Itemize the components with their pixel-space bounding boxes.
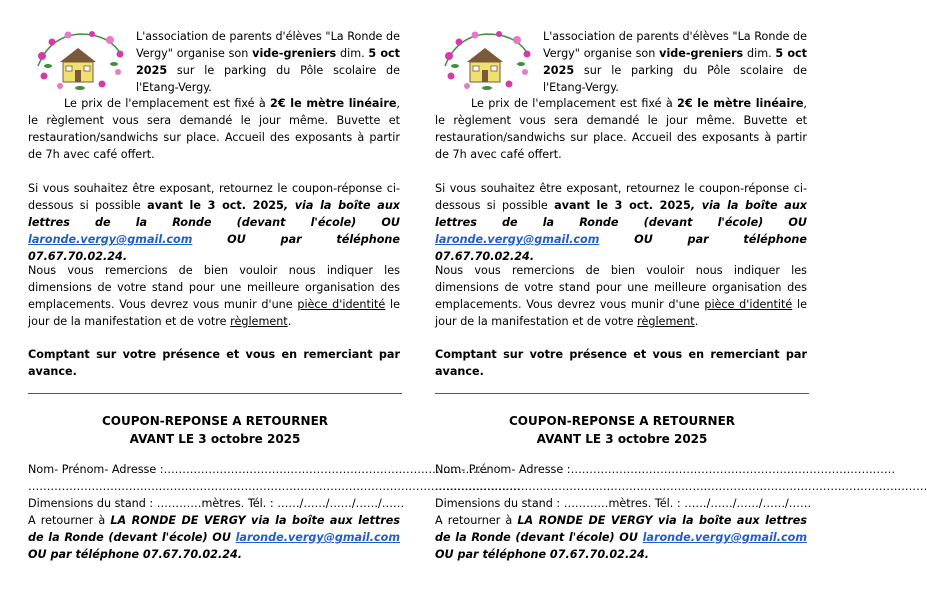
price-text	[28, 95, 400, 163]
price-part: Le prix de l'emplacement est fixé à	[471, 97, 678, 110]
email-link[interactable]: laronde.vergy@gmail.com	[642, 531, 807, 544]
return-part: A retourner à	[28, 514, 111, 527]
payment-requirement: règlement	[230, 315, 288, 328]
closing-text: Comptant sur votre présence et vous en remerciant par avance.	[435, 348, 807, 378]
event-date: 5 oct 2025	[543, 47, 807, 77]
dimensions-text	[28, 262, 400, 330]
coupon-deadline: AVANT LE 3 octobre 2025	[129, 432, 301, 446]
intro-part: dim.	[336, 47, 369, 60]
name-address-field[interactable]: Nom- Prénom- Adresse :……………………………………………………………………………	[435, 463, 896, 476]
dims-part: le jour de la manifestation et de votre	[28, 298, 400, 328]
id-requirement: pièce d'identité	[704, 298, 793, 311]
dims-part: .	[694, 315, 699, 328]
price-value: 2€ le mètre linéaire	[270, 97, 397, 110]
payment-requirement: règlement	[637, 315, 695, 328]
return-instructions	[435, 512, 807, 563]
phone-text: OU par téléphone 07.67.70.02.24.	[28, 548, 243, 561]
return-instructions	[28, 512, 400, 563]
coupon-title: COUPON-REPONSE A RETOURNER	[101, 414, 329, 428]
coupon-deadline: AVANT LE 3 octobre 2025	[536, 432, 708, 446]
coupon-title: COUPON-REPONSE A RETOURNER	[508, 414, 736, 428]
event-name: vide-greniers	[252, 47, 337, 60]
deadline: avant le 3 oct. 2025	[147, 199, 284, 212]
phone-text: OU par téléphone 07.67.70.02.24.	[435, 548, 650, 561]
house-flowers-logo	[30, 26, 130, 96]
phone-text: OU par téléphone 07.67.70.02.24.	[28, 233, 400, 263]
intro-part: sur le parking du Pôle scolaire de l'Etang-Vergy.	[136, 64, 400, 94]
address-continuation-field[interactable]: ……………………………………………………………………………………………………………………	[28, 480, 521, 493]
dims-part: le jour de la manifestation et de votre	[435, 298, 807, 328]
email-link[interactable]: laronde.vergy@gmail.com	[435, 233, 600, 246]
closing-text: Comptant sur votre présence et vous en remerciant par avance.	[28, 348, 400, 378]
address-continuation-field[interactable]: ……………………………………………………………………………………………………………………	[435, 480, 927, 493]
price-part: , le règlement vous sera demandé le jour même. Buvette et restauration/sandwichs sur place. Accueil des exposants à partir de 7h avec café offert.	[435, 97, 807, 161]
return-part: LA RONDE DE VERGY via la boîte aux lettres de la Ronde (devant l'école) OU	[28, 514, 400, 544]
intro-part: dim.	[743, 47, 776, 60]
house-flowers-logo	[437, 26, 537, 96]
deadline: avant le 3 oct. 2025	[554, 199, 691, 212]
intro-text	[136, 28, 400, 96]
intro-part: L'association de parents d'élèves "La Ronde de Vergy" organise son	[543, 30, 807, 60]
send-part: Si vous souhaitez être exposant, retournez le coupon-réponse ci-dessous si possible	[28, 182, 400, 212]
return-part: A retourner à	[435, 514, 518, 527]
intro-text	[543, 28, 807, 96]
dims-part: Nous vous remercions de bien vouloir nous indiquer les dimensions de votre stand pour une meilleure organisation des emplacements. Vous devrez vous munir d'une	[28, 264, 400, 311]
dims-part: .	[287, 315, 292, 328]
house-icon	[60, 48, 96, 82]
house-icon	[467, 48, 503, 82]
send-instructions	[28, 180, 400, 265]
divider	[28, 393, 402, 394]
event-name: vide-greniers	[659, 47, 744, 60]
email-link[interactable]: laronde.vergy@gmail.com	[28, 233, 193, 246]
price-text	[435, 95, 807, 163]
send-part: , via la boîte aux lettres de la Ronde (devant l'école) OU	[28, 199, 400, 229]
return-part: LA RONDE DE VERGY via la boîte aux lettres de la Ronde (devant l'école) OU	[435, 514, 807, 544]
phone-text: OU par téléphone 07.67.70.02.24.	[435, 233, 807, 263]
price-part: , le règlement vous sera demandé le jour même. Buvette et restauration/sandwichs sur place. Accueil des exposants à partir de 7h avec café offert.	[28, 97, 400, 161]
divider	[435, 393, 809, 394]
flyer-right	[435, 0, 927, 595]
send-instructions	[435, 180, 807, 265]
email-link[interactable]: laronde.vergy@gmail.com	[235, 531, 400, 544]
event-date: 5 oct 2025	[136, 47, 400, 77]
dims-part: Nous vous remercions de bien vouloir nous indiquer les dimensions de votre stand pour une meilleure organisation des emplacements. Vous devrez vous munir d'une	[435, 264, 807, 311]
price-value: 2€ le mètre linéaire	[677, 97, 804, 110]
id-requirement: pièce d'identité	[297, 298, 386, 311]
send-part: Si vous souhaitez être exposant, retournez le coupon-réponse ci-dessous si possible	[435, 182, 807, 212]
stand-phone-field[interactable]: Dimensions du stand : …………mètres. Tél. : ……/……/……/……/……	[435, 497, 812, 510]
send-part: , via la boîte aux lettres de la Ronde (devant l'école) OU	[435, 199, 807, 229]
intro-part: L'association de parents d'élèves "La Ronde de Vergy" organise son	[136, 30, 400, 60]
price-part: Le prix de l'emplacement est fixé à	[64, 97, 271, 110]
name-address-field[interactable]: Nom- Prénom- Adresse :……………………………………………………………………………	[28, 463, 489, 476]
flyer-left	[28, 0, 521, 595]
dimensions-text	[435, 262, 807, 330]
stand-phone-field[interactable]: Dimensions du stand : …………mètres. Tél. : ……/……/……/……/……	[28, 497, 405, 510]
intro-part: sur le parking du Pôle scolaire de l'Etang-Vergy.	[543, 64, 807, 94]
